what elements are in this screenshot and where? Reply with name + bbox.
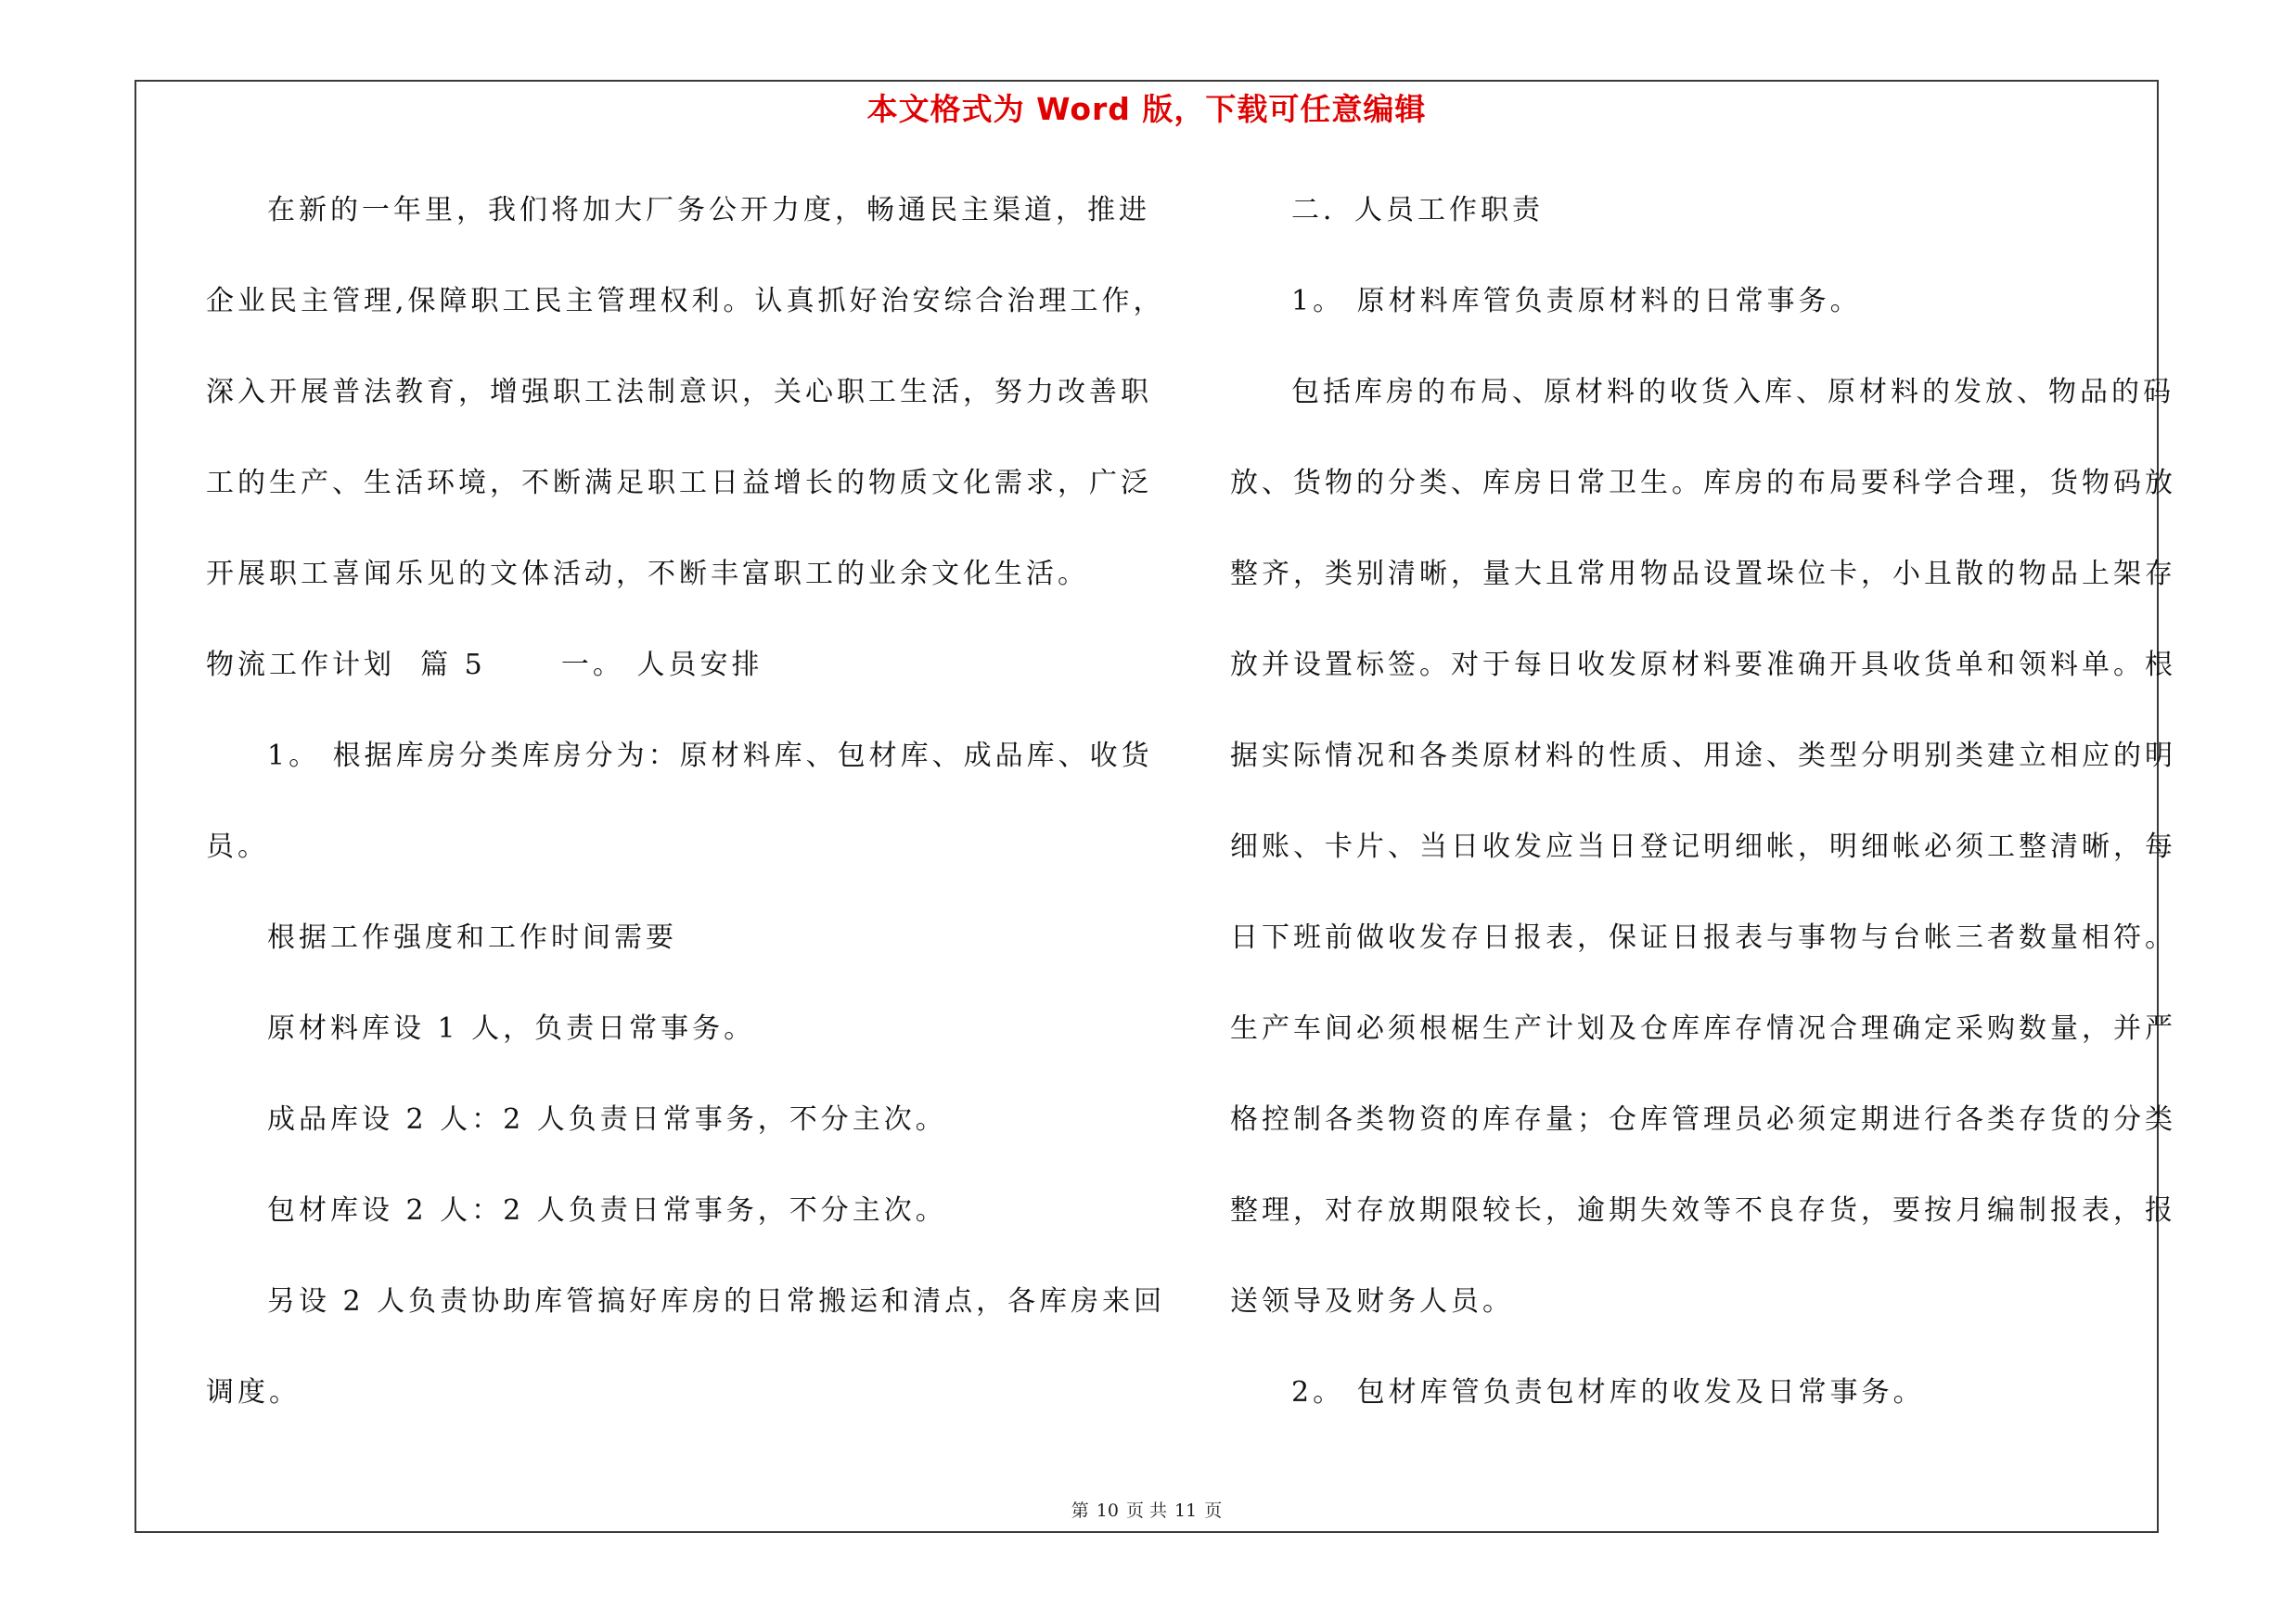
paragraph-line: 成品库设 2 人：2 人负责日常事务，不分主次。 xyxy=(267,1103,947,1136)
left-column xyxy=(206,182,1166,1455)
right-column xyxy=(1230,182,2176,1455)
paragraph-line: 根据工作强度和工作时间需要 xyxy=(267,921,677,954)
page-footer xyxy=(135,1497,2159,1522)
paragraph-line: 1。 原材料库管负责原材料的日常事务。 xyxy=(1291,285,1862,317)
paragraph-line: 调度。 xyxy=(206,1376,301,1409)
word-format-banner: 本文格式为 Word 版，下载可任意编辑 xyxy=(866,91,1427,127)
section-heading: 物流工作计划 篇 5 一。 人员安排 xyxy=(206,649,763,681)
section-heading: 二．人员工作职责 xyxy=(1291,194,1544,226)
footer-middle: 页 共 xyxy=(1125,1501,1168,1521)
paragraph-line: 放并设置标签。对于每日收发原材料要准确开具收货单和领料单。根 xyxy=(1230,649,2176,681)
total-page-count: 11 xyxy=(1174,1501,1198,1521)
paragraph-line: 细账、卡片、当日收发应当日登记明细帐，明细帐必须工整清晰，每 xyxy=(1230,831,2176,863)
paragraph-line: 工的生产、生活环境，不断满足职工日益增长的物质文化需求，广泛 xyxy=(206,467,1152,499)
paragraph-line: 另设 2 人负责协助库管搞好库房的日常搬运和清点，各库房来回 xyxy=(267,1285,1166,1318)
footer-prefix: 第 xyxy=(1071,1501,1089,1521)
paragraph-line: 据实际情况和各类原材料的性质、用途、类型分明别类建立相应的明 xyxy=(1230,740,2176,772)
paragraph-line: 送领导及财务人员。 xyxy=(1230,1285,1514,1318)
current-page-number: 10 xyxy=(1096,1501,1119,1521)
paragraph-line: 整齐，类别清晰，量大且常用物品设置垛位卡，小且散的物品上架存 xyxy=(1230,558,2176,590)
paragraph-line: 开展职工喜闻乐见的文体活动，不断丰富职工的业余文化生活。 xyxy=(206,558,1089,590)
paragraph-line: 1。 根据库房分类库房分为：原材料库、包材库、成品库、收货 xyxy=(267,740,1153,772)
paragraph-line: 企业民主管理,保障职工民主管理权利。认真抓好治安综合治理工作， xyxy=(206,285,1165,317)
paragraph-line: 日下班前做收发存日报表，保证日报表与事物与台帐三者数量相符。 xyxy=(1230,921,2176,954)
paragraph-line: 原材料库设 1 人，负责日常事务。 xyxy=(267,1012,756,1045)
paragraph-line: 员。 xyxy=(206,831,269,863)
paragraph-line: 深入开展普法教育，增强职工法制意识，关心职工生活，努力改善职 xyxy=(206,376,1152,408)
paragraph-line: 在新的一年里，我们将加大厂务公开力度，畅通民主渠道，推进 xyxy=(267,194,1150,226)
paragraph-line: 放、货物的分类、库房日常卫生。库房的布局要科学合理，货物码放 xyxy=(1230,467,2176,499)
footer-suffix: 页 xyxy=(1204,1501,1223,1521)
paragraph-line: 包材库设 2 人：2 人负责日常事务，不分主次。 xyxy=(267,1194,947,1227)
paragraph-line: 格控制各类物资的库存量；仓库管理员必须定期进行各类存货的分类 xyxy=(1230,1103,2176,1136)
paragraph-line: 包括库房的布局、原材料的收货入库、原材料的发放、物品的码 xyxy=(1291,376,2174,408)
paragraph-line: 整理，对存放期限较长，逾期失效等不良存货，要按月编制报表，报 xyxy=(1230,1194,2176,1227)
paragraph-line: 生产车间必须根椐生产计划及仓库库存情况合理确定采购数量，并严 xyxy=(1230,1012,2176,1045)
paragraph-line: 2。 包材库管负责包材库的收发及日常事务。 xyxy=(1291,1376,1925,1409)
